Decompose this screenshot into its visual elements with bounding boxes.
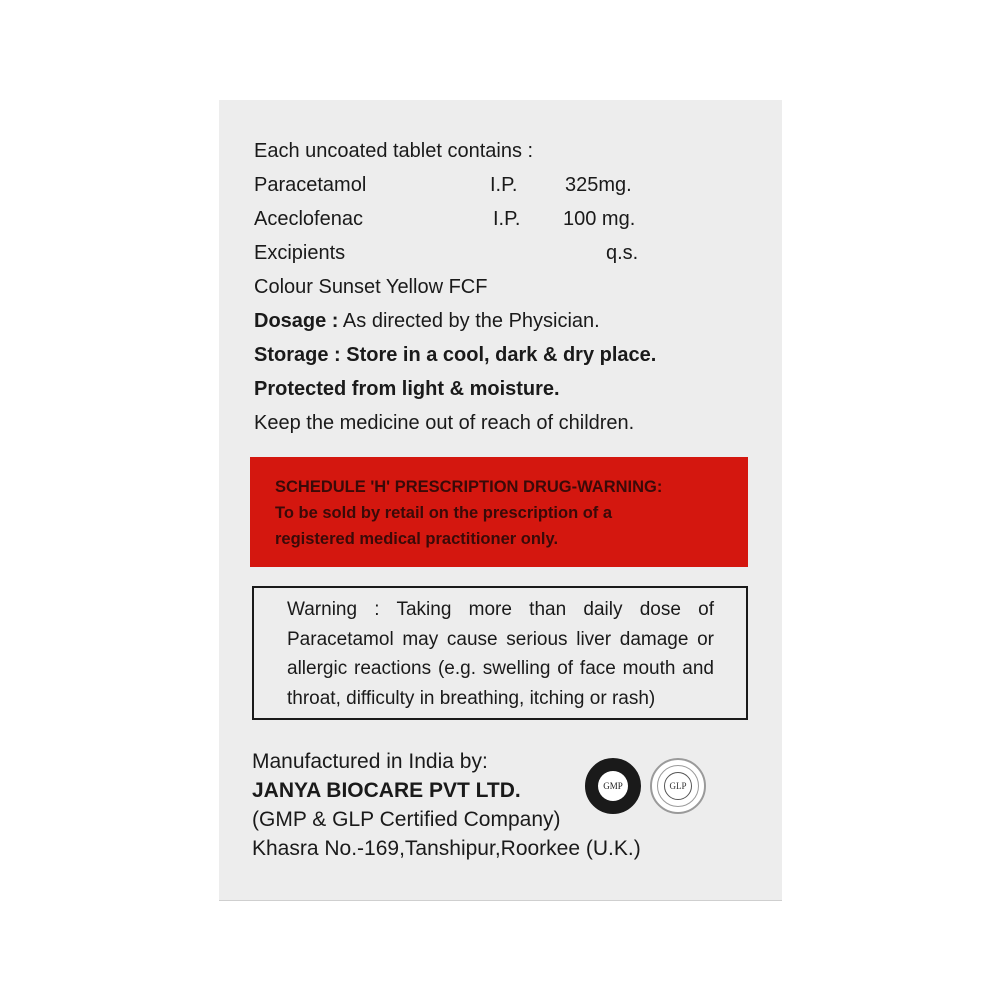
composition-heading: Each uncoated tablet contains : [254, 140, 534, 162]
manufacturer-name: JANYA BIOCARE PVT LTD. [252, 779, 521, 802]
manufacturer-intro: Manufactured in India by: [252, 750, 488, 773]
dosage-label: Dosage : [254, 310, 339, 332]
ingredient-standard: I.P. [490, 174, 518, 196]
medicine-label-panel [219, 100, 782, 901]
ingredient-row-paracetamol [254, 173, 674, 197]
ingredient-quantity: 100 mg. [563, 208, 636, 230]
schedule-h-line: registered medical practitioner only. [275, 530, 559, 548]
manufacturer-certification: (GMP & GLP Certified Company) [252, 808, 561, 831]
ingredient-standard: I.P. [493, 208, 521, 230]
glp-seal-label: GLP [664, 772, 692, 800]
glp-seal-icon [650, 758, 706, 814]
ingredient-quantity: 325mg. [565, 174, 632, 196]
storage-protection-line: Protected from light & moisture. [254, 378, 560, 400]
manufacturer-address: Khasra No.-169,Tanshipur,Roorkee (U.K.) [252, 837, 641, 860]
schedule-h-title: SCHEDULE 'H' PRESCRIPTION DRUG-WARNING: [275, 478, 663, 496]
gmp-seal-label: GMP [598, 771, 628, 801]
schedule-h-line: To be sold by retail on the prescription of a [275, 504, 613, 522]
storage-line: Storage : Store in a cool, dark & dry place. [254, 344, 657, 366]
ingredient-row-aceclofenac [254, 207, 674, 231]
liver-warning-box [252, 586, 748, 720]
keep-out-of-reach-line: Keep the medicine out of reach of children. [254, 412, 635, 434]
dosage-line [254, 309, 600, 333]
gmp-seal-icon [585, 758, 641, 814]
ingredient-name: Aceclofenac [254, 208, 363, 230]
ingredient-name: Excipients [254, 242, 346, 264]
ingredient-row-excipients [254, 241, 674, 265]
colour-line: Colour Sunset Yellow FCF [254, 276, 488, 298]
ingredient-quantity: q.s. [606, 242, 639, 264]
dosage-text: As directed by the Physician. [342, 310, 600, 332]
schedule-h-warning-box [250, 457, 748, 567]
liver-warning-text: Warning : Taking more than daily dose of Paracetamol may cause serious liver damage or allergic reactions (e.g. swelling of face mouth and throat, difficulty in breathing, itching or rash) [287, 599, 714, 709]
ingredient-name: Paracetamol [254, 174, 367, 196]
